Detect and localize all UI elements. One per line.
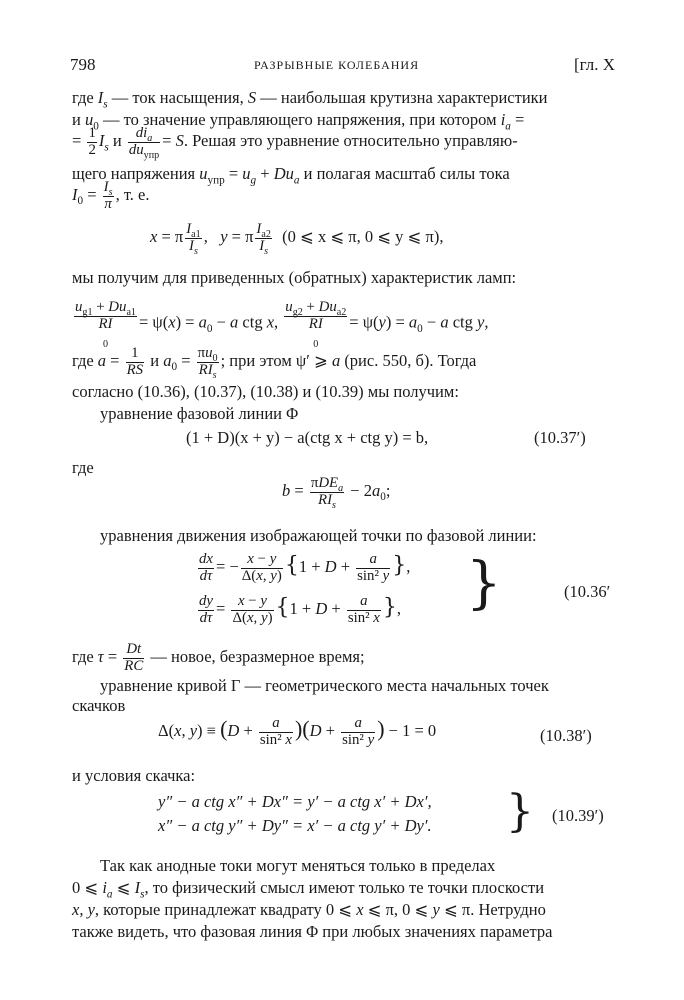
eq-jump-line1: y″ − a ctg x″ + Dx″ = y′ − a ctg x′ + Dx′, — [158, 792, 432, 811]
motion-intro: уравнения движения изображающей точки по фазовой линии: — [100, 526, 537, 545]
para1-line2: и $u_0$ — то значение управляющего напряжения, при котором $i_a$ = — [72, 110, 525, 133]
final-para-line1: Так как анодные токи могут меняться только в пределах — [100, 856, 496, 875]
eq-b-definition: b = $\frac{\pi DE_a}{RI_s}$ − $2a_0$; — [282, 475, 391, 511]
final-para-line4: также видеть, что фазовая линия Φ при любых значениях параметра — [72, 922, 553, 941]
curve-intro-line1: уравнение кривой Γ — геометрического места начальных точек — [100, 676, 549, 695]
right-brace: } — [466, 551, 502, 616]
jump-right-brace: } — [506, 786, 534, 837]
eq-curve-gamma: Δ(x, y) ≡ (D + $\frac{a}{\text{sin² x}}$ )(D + $\frac{a}{\text{sin² y}}$ ) − 1 = 0 — [158, 715, 437, 748]
eq-xy-definition: x = π $\frac{I_{a1}}{I_s}$ , y = π $\frac{I_{a2}}{I_s}$ (0 ⩽ x ⩽ π, 0 ⩽ y ⩽ π), — [150, 221, 444, 257]
para1-line1: где $I_s$ — ток насыщения, S — наибольшая крутизна характеристики — [72, 88, 548, 111]
eq-jump-number: (10.39′) — [552, 806, 604, 825]
para3-line2: согласно (10.36), (10.37), (10.38) и (10.39) мы получим: — [72, 382, 459, 401]
tau-definition: где τ = $\frac{Dt}{RC}$ — новое, безразмерное время; — [72, 641, 365, 674]
chapter-label: [гл. X — [574, 55, 616, 74]
jump-intro: и условия скачка: — [72, 766, 196, 785]
final-para-line2: 0 ⩽ $i_a$ ⩽ $I_s$, то физический смысл имеют только те точки плоскости — [72, 878, 545, 901]
eq-jump-line2: x″ − a ctg y″ + Dy″ = x′ − a ctg y′ + Dy′. — [158, 816, 432, 835]
eq-phase-line: (1 + D)(x + y) − a(ctg x + ctg y) = b, — [186, 428, 429, 447]
phase-line-intro: уравнение фазовой линии Φ — [100, 404, 299, 423]
final-para-line3: x, y, которые принадлежат квадрату 0 ⩽ x ⩽ π, 0 ⩽ y ⩽ π. Нетрудно — [72, 900, 546, 919]
page-number: 798 — [70, 55, 96, 74]
curve-intro-line2: скачков — [72, 696, 126, 715]
eq-phase-line-number: (10.37′) — [534, 428, 586, 447]
eq-motion-dy: $\frac{dy}{d\tau}$ = $\frac{x - y}{\Delta(x, y)}$ {1 + D + $\frac{a}{\text{sin² x}}$ }, — [199, 593, 402, 626]
eq-motion-number: (10.36′ — [564, 582, 611, 601]
para1-line3: = $\frac{1}{2}$ $I_s$ и $\frac{di_a}{du_{упр}}$ = S. Решая это уравнение относительно управляю- — [72, 125, 518, 161]
eq-characteristics: $u_{g1} + Du_{a1}$ RI $_0= \psi(x) = a_0 - a$ ctg x, $u_{g2} + Du_{a2}$ RI $_0= \psi(y) = a_0 - a$ ctg y, — [75, 299, 489, 351]
eq-motion-dx: $\frac{dx}{d\tau}$ = − $\frac{x - y}{\Delta(x, y)}$ {1 + D + $\frac{a}{\text{sin² y}}$ }, — [199, 551, 411, 584]
para1-line5: $I_0$ = $\frac{I_s}{\pi}$ , т. е. — [72, 179, 150, 212]
where-label: где — [72, 458, 94, 477]
running-title: РАЗРЫВНЫЕ КОЛЕБАНИЯ — [254, 58, 420, 72]
para3-line1: где a = $\frac{1}{RS}$ и $a_0$ = $\frac{\pi u_0}{RI_s}$ ; при этом ψ′ ⩾ a (рис. 550, б). Тогда — [72, 345, 477, 381]
para2: мы получим для приведенных (обратных) характеристик ламп: — [72, 268, 517, 287]
eq-curve-number: (10.38′) — [540, 726, 592, 745]
para1-line4: щего напряжения $u_{упр} = u_g + Du_a$ и полагая масштаб силы тока — [72, 164, 510, 187]
